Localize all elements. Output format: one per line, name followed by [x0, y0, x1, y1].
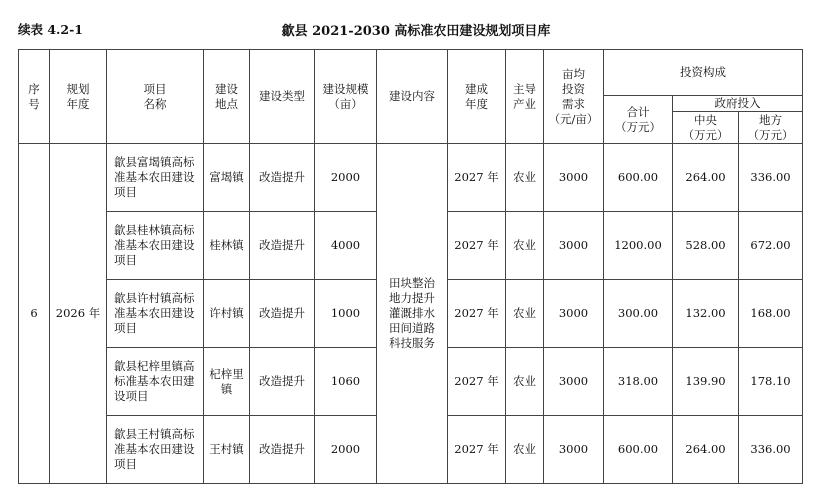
- cell-completion: 2027 年: [448, 144, 506, 212]
- cell-year: 2026 年: [50, 144, 107, 484]
- header-type: 建设类型: [250, 50, 315, 144]
- cell-completion: 2027 年: [448, 416, 506, 484]
- cell-type: 改造提升: [250, 144, 315, 212]
- cell-project-name: 歙县王村镇高标准基本农田建设项目: [107, 416, 204, 484]
- cell-location: 富堨镇: [204, 144, 250, 212]
- header-per-mu: 亩均 投资 需求 （元/亩）: [544, 50, 604, 144]
- cell-scale: 1060: [315, 348, 377, 416]
- cell-central: 132.00: [673, 280, 739, 348]
- cell-central: 264.00: [673, 144, 739, 212]
- header-project: 项目 名称: [107, 50, 204, 144]
- cell-completion: 2027 年: [448, 212, 506, 280]
- cell-total: 1200.00: [604, 212, 673, 280]
- cell-location: 许村镇: [204, 280, 250, 348]
- cell-completion: 2027 年: [448, 348, 506, 416]
- header-year: 规划 年度: [50, 50, 107, 144]
- header-completion: 建成 年度: [448, 50, 506, 144]
- cell-central: 264.00: [673, 416, 739, 484]
- cell-type: 改造提升: [250, 280, 315, 348]
- cell-per-mu: 3000: [544, 144, 604, 212]
- cell-content: 田块整治 地力提升 灌溉排水 田间道路 科技服务: [377, 144, 448, 484]
- cell-scale: 2000: [315, 144, 377, 212]
- cell-local: 168.00: [739, 280, 803, 348]
- cell-project-name: 歙县桂林镇高标准基本农田建设项目: [107, 212, 204, 280]
- header-central: 中央 （万元）: [673, 112, 739, 144]
- header-gov: 政府投入: [673, 96, 803, 112]
- header-total: 合计 （万元）: [604, 96, 673, 144]
- cell-local: 672.00: [739, 212, 803, 280]
- table-title: 歙县 2021-2030 高标准农田建设规划项目库: [281, 24, 551, 39]
- table-body: [19, 144, 803, 484]
- header-scale: 建设规模 （亩）: [315, 50, 377, 144]
- cell-type: 改造提升: [250, 416, 315, 484]
- cell-central: 139.90: [673, 348, 739, 416]
- cell-seq: 6: [19, 144, 50, 484]
- cell-industry: 农业: [506, 212, 544, 280]
- header-seq: 序 号: [19, 50, 50, 144]
- cell-project-name: 歙县富堨镇高标准基本农田建设项目: [107, 144, 204, 212]
- cell-industry: 农业: [506, 144, 544, 212]
- cell-total: 300.00: [604, 280, 673, 348]
- cell-total: 600.00: [604, 416, 673, 484]
- cell-local: 336.00: [739, 416, 803, 484]
- cell-type: 改造提升: [250, 348, 315, 416]
- cell-scale: 4000: [315, 212, 377, 280]
- cell-local: 178.10: [739, 348, 803, 416]
- cell-total: 600.00: [604, 144, 673, 212]
- cell-per-mu: 3000: [544, 280, 604, 348]
- cell-total: 318.00: [604, 348, 673, 416]
- cell-central: 528.00: [673, 212, 739, 280]
- header-content: 建设内容: [377, 50, 448, 144]
- table-header: [19, 50, 803, 144]
- header-location: 建设 地点: [204, 50, 250, 144]
- project-table: [18, 49, 803, 484]
- cell-completion: 2027 年: [448, 280, 506, 348]
- cell-scale: 2000: [315, 416, 377, 484]
- cell-project-name: 歙县杞梓里镇高标准基本农田建设项目: [107, 348, 204, 416]
- table-caption: 续表 4.2-1: [18, 22, 83, 37]
- header-investment: 投资构成: [604, 50, 803, 96]
- cell-per-mu: 3000: [544, 416, 604, 484]
- cell-scale: 1000: [315, 280, 377, 348]
- cell-location: 杞梓里 镇: [204, 348, 250, 416]
- table-row: [19, 144, 803, 212]
- cell-industry: 农业: [506, 416, 544, 484]
- cell-location: 桂林镇: [204, 212, 250, 280]
- header-local: 地方 （万元）: [739, 112, 803, 144]
- page-header: [18, 20, 814, 40]
- cell-local: 336.00: [739, 144, 803, 212]
- cell-type: 改造提升: [250, 212, 315, 280]
- cell-project-name: 歙县许村镇高标准基本农田建设项目: [107, 280, 204, 348]
- cell-per-mu: 3000: [544, 212, 604, 280]
- header-industry: 主导 产业: [506, 50, 544, 144]
- cell-per-mu: 3000: [544, 348, 604, 416]
- cell-industry: 农业: [506, 348, 544, 416]
- cell-location: 王村镇: [204, 416, 250, 484]
- cell-industry: 农业: [506, 280, 544, 348]
